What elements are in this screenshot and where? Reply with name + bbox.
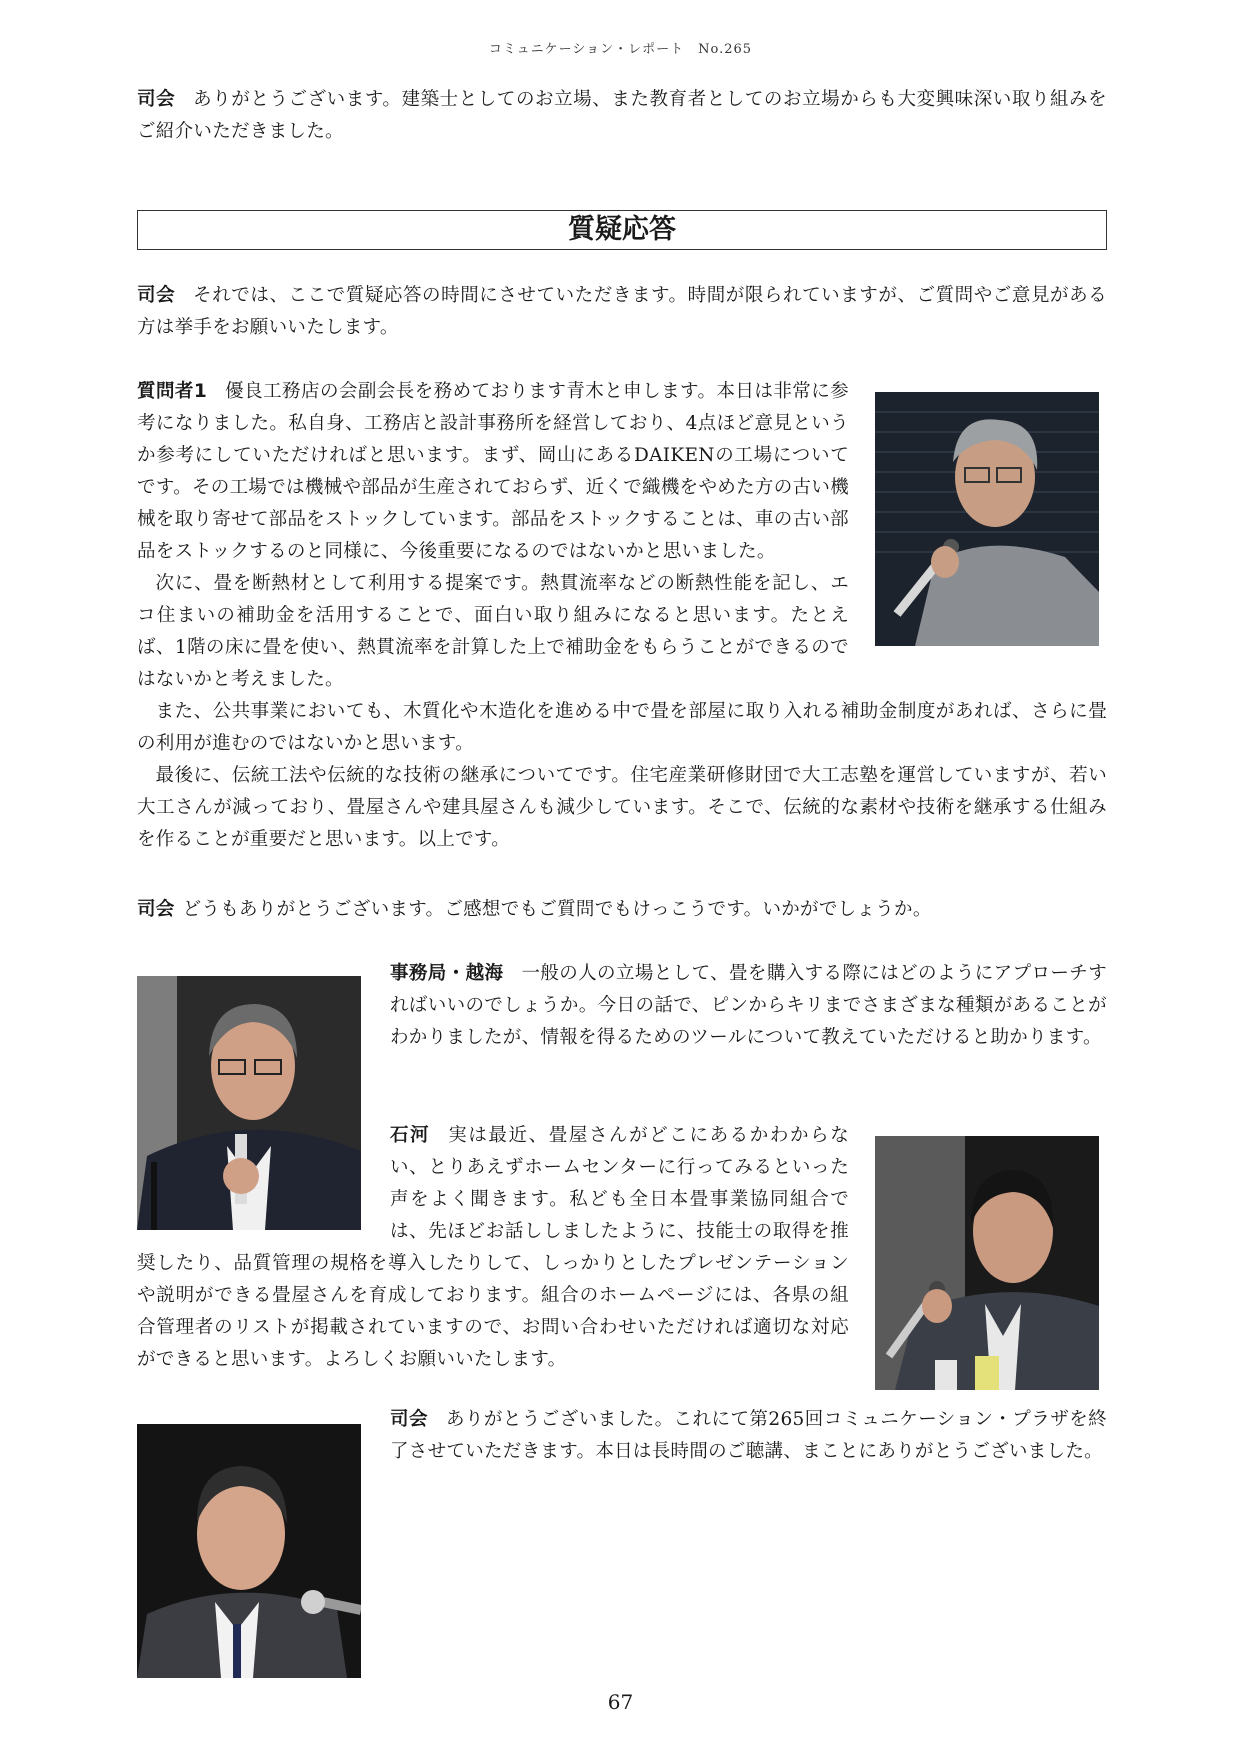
closing-text: ありがとうございました。これにて第265回コミュニケーション・プラザを終了させていただきます。本日は長時間のご聴講、まことにありがとうございました。: [390, 1409, 1107, 1462]
speaker-photo-icon: [137, 1424, 361, 1678]
ishikawa-photo: [875, 1136, 1099, 1390]
speaker-photo-icon: [875, 1136, 1099, 1390]
running-header: コミュニケーション・レポート No.265: [488, 42, 753, 57]
question-text: 一般の人の立場として、畳を購入する際にはどのようにアプローチすればいいのでしょうか。今日の話で、ピンからキリまでさまざまな種類があることがわかりましたが、情報を得るためのツールについて教えていただけると助かります。: [390, 963, 1107, 1048]
question-text-3: また、公共事業においても、木質化や木造化を進める中で畳を部屋に取り入れる補助金制度があれば、さらに畳の利用が進むのではないかと思います。: [137, 701, 1107, 754]
speaker-label: 司会: [390, 1409, 428, 1430]
speaker-label: 質問者1: [137, 381, 208, 402]
speaker-label: 事務局・越海: [390, 963, 504, 984]
speaker-label: 石河: [390, 1125, 431, 1146]
page-number: 67: [607, 1690, 634, 1714]
speaker-label: 司会: [137, 285, 176, 306]
question-text-4: 最後に、伝統工法や伝統的な技術の継承についてです。住宅産業研修財団で大工志塾を運営していますが、若い大工さんが減っており、畳屋さんや建具屋さんも減少しています。そこで、伝統的な素材や技術を継承する仕組みを作ることが重要だと思います。以上です。: [137, 765, 1107, 850]
section-heading: 質疑応答: [137, 210, 1107, 250]
speaker-label: 司会: [137, 899, 175, 920]
speaker-photo-icon: [875, 392, 1099, 646]
speaker-label: 司会: [137, 89, 176, 110]
ishikawa-answer: [137, 1120, 1107, 1396]
questioner-1-photo: [875, 392, 1099, 646]
moderator-closing: [390, 1404, 1107, 1468]
moderator-photo: [137, 1424, 361, 1678]
question-text-1: 優良工務店の会副会長を務めております青木と申します。本日は非常に参考になりました。私自身、工務店と設計事務所を経営しており、4点ほど意見というか参考にしていただければと思います。まず、岡山にあるDAIKENの工場についてです。その工場では機械や部品が生産されておらず、近くで織機をやめた方の古い機械を取り寄せて部品をストックしています。部品をストックすることは、車の古い部品をストックするのと同様に、今後重要になるのではないかと思いました。: [137, 381, 849, 562]
remark-text: それでは、ここで質疑応答の時間にさせていただきます。時間が限られていますが、ご質問やご意見がある方は挙手をお願いいたします。: [137, 285, 1107, 338]
answer-text: 実は最近、畳屋さんがどこにあるかわからない、とりあえずホームセンターに行ってみるといった声をよく聞きます。私ども全日本畳事業協同組合では、先ほどお話ししましたように、技能士の取得を推奨したり、品質管理の規格を導入したりして、しっかりとしたプレゼンテーションや説明ができる畳屋さんを育成しております。組合のホームページには、各県の組合管理者のリストが掲載されていますので、お問い合わせいただければ適切な対応ができると思います。よろしくお願いいたします。: [137, 1125, 849, 1370]
remark-text: ありがとうございます。建築士としてのお立場、また教育者としてのお立場からも大変興味深い取り組みをご紹介いただきました。: [137, 89, 1107, 142]
questioner-1-block: [137, 376, 1107, 856]
moderator-remark-3: [137, 894, 1107, 926]
moderator-remark-2: [137, 280, 1107, 344]
remark-text: どうもありがとうございます。ご感想でもご質問でもけっこうです。いかがでしょうか。: [182, 899, 932, 920]
photo-spacer: [137, 1120, 390, 1232]
question-text-2: 次に、畳を断熱材として利用する提案です。熱貫流率などの断熱性能を記し、エコ住まいの補助金を活用することで、面白い取り組みになると思います。たとえば、1階の床に畳を使い、熱貫流率を計算した上で補助金をもらうことができるのではないかと考えました。: [137, 573, 849, 690]
moderator-remark-1: [137, 84, 1107, 148]
secretariat-question: [390, 958, 1107, 1054]
